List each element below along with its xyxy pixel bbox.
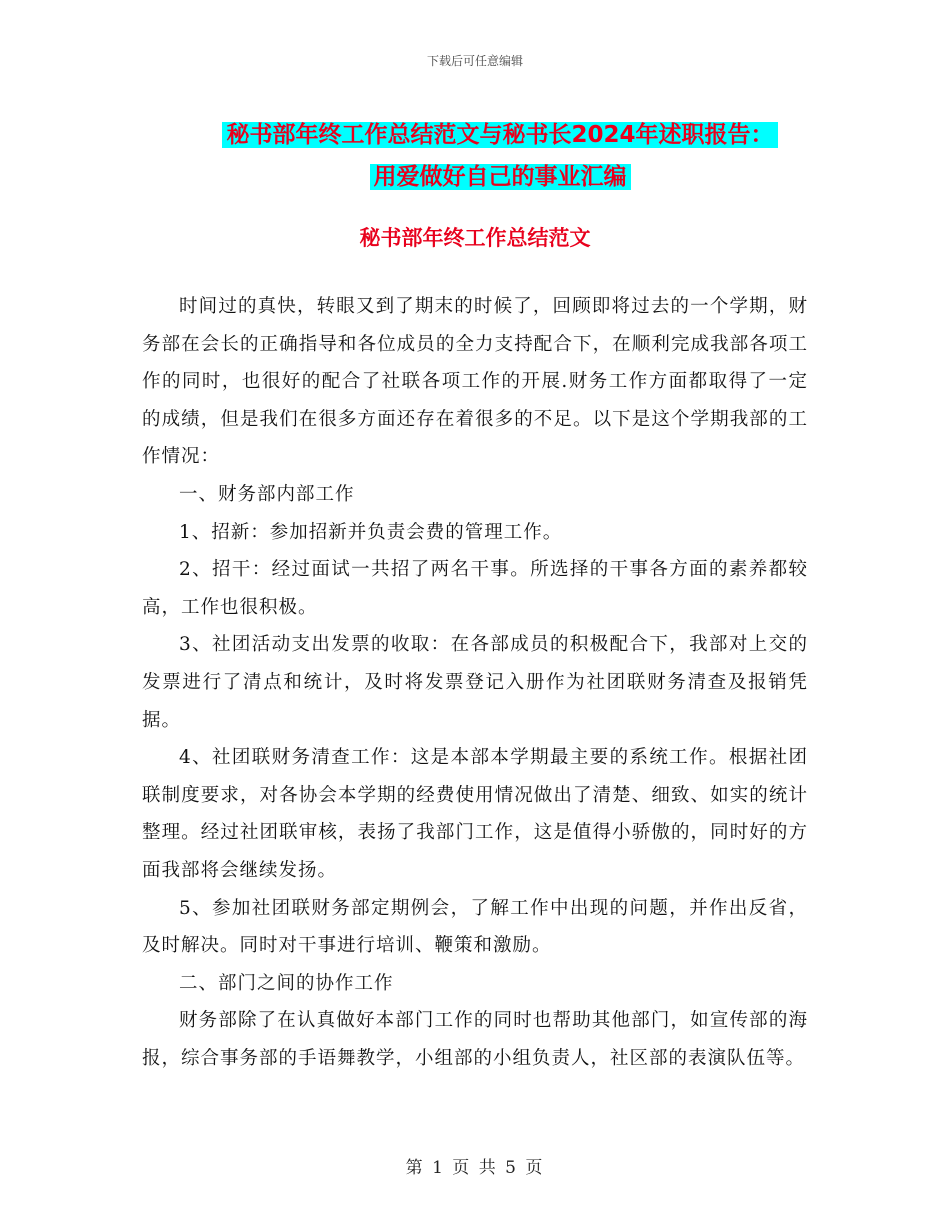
paragraph: 二、部门之间的协作工作 bbox=[179, 972, 394, 994]
document-body bbox=[142, 288, 808, 1077]
paragraph: 一、财务部内部工作 bbox=[179, 483, 355, 505]
page-footer: 第 1 页 共 5 页 bbox=[405, 1158, 545, 1178]
title-line-1: 秘书部年终工作总结范文与秘书长2024年述职报告： bbox=[222, 122, 777, 148]
paragraph: 1、招新：参加招新并负责会费的管理工作。 bbox=[179, 521, 563, 543]
document-title bbox=[150, 114, 850, 198]
paragraph: 时间过的真快，转眼又到了期末的时候了，回顾即将过去的一个学期，财务部在会长的正确指导和各位成员的全力支持配合下，在顺利完成我部各项工作的同时，也很好的配合了社联各项工作的开展.财务工作方面都取得了一定的成绩，但是我们在很多方面还存在着很多的不足。以下是这个学期我部的工作情况： bbox=[142, 296, 808, 468]
paragraph: 2、招干：经过面试一共招了两名干事。所选择的干事各方面的素养都较高，工作也很积极。 bbox=[142, 559, 808, 618]
paragraph: 3、社团活动支出发票的收取：在各部成员的积极配合下，我部对上交的发票进行了清点和统计，及时将发票登记入册作为社团联财务清查及报销凭据。 bbox=[142, 634, 808, 731]
title-line-2: 用爱做好自己的事业汇编 bbox=[370, 164, 631, 190]
paragraph: 财务部除了在认真做好本部门工作的同时也帮助其他部门，如宣传部的海报，综合事务部的手语舞教学，小组部的小组负责人，社区部的表演队伍等。 bbox=[142, 1010, 808, 1069]
section-title: 秘书部年终工作总结范文 bbox=[359, 226, 591, 250]
header-note: 下载后可任意编辑 bbox=[426, 54, 523, 68]
paragraph: 4、社团联财务清查工作：这是本部本学期最主要的系统工作。根据社团联制度要求，对各协会本学期的经费使用情况做出了清楚、细致、如实的统计整理。经过社团联审核，表扬了我部门工作，这是值得小骄傲的，同时好的方面我部将会继续发扬。 bbox=[142, 747, 808, 881]
paragraph: 5、参加社团联财务部定期例会，了解工作中出现的问题，并作出反省，及时解决。同时对干事进行培训、鞭策和激励。 bbox=[142, 897, 808, 957]
